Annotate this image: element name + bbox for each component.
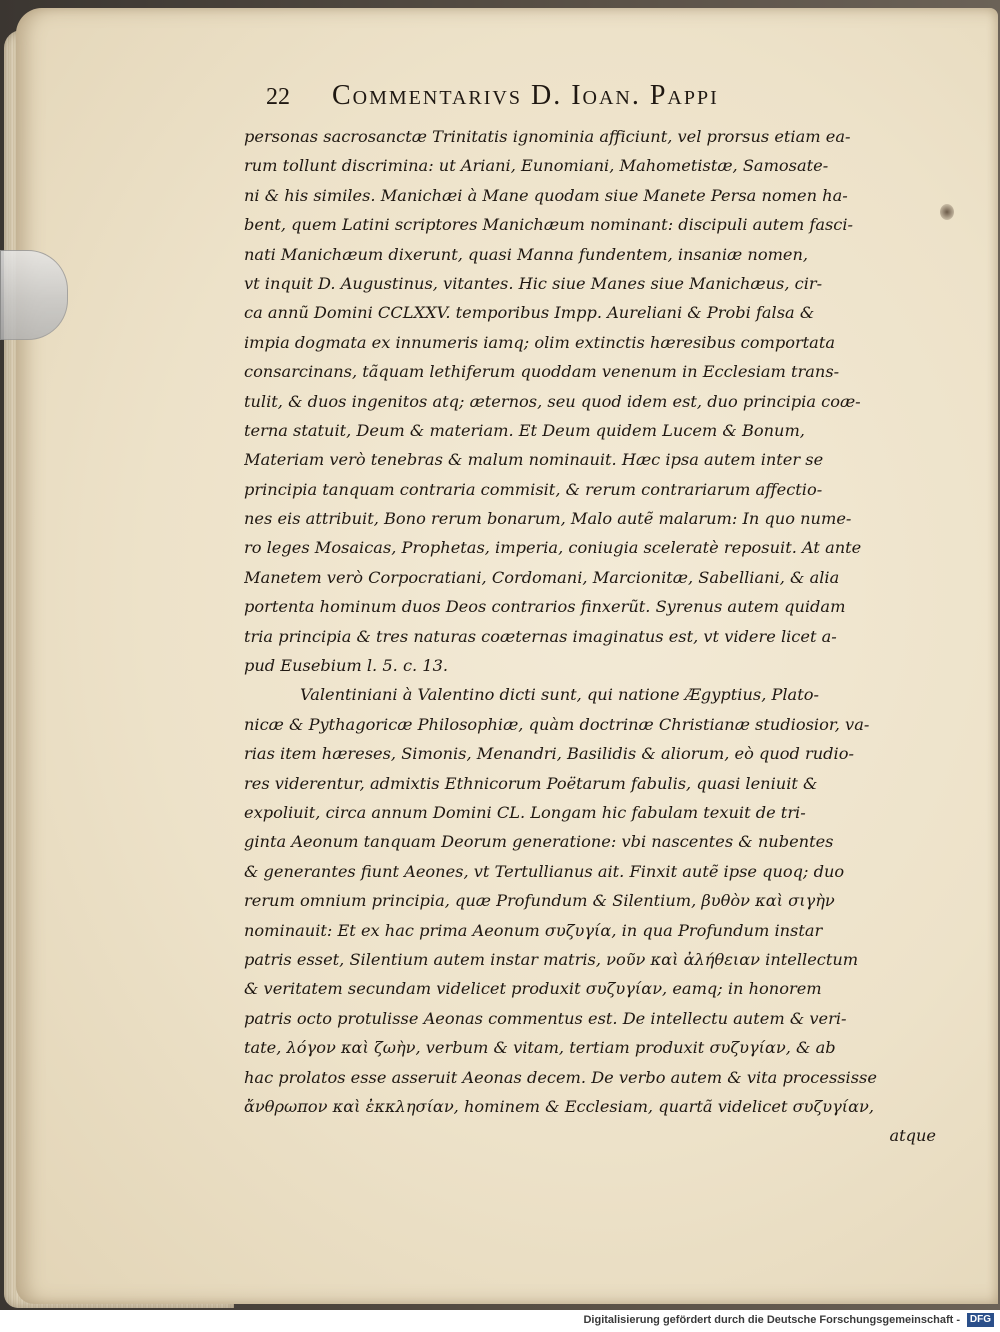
dfg-logo: DFG (967, 1313, 994, 1327)
page-clip (0, 250, 68, 340)
text-line: nominauit: Et ex hac prima Aeonum συζυγία, in qua Profundum instar (244, 920, 823, 940)
text-line: tulit, & duos ingenitos atq; æternos, seu quod idem est, duo principia coæ- (244, 391, 861, 411)
text-line: ἄνθρωπον καὶ ἐκκλησίαν, hominem & Ecclesiam, quartã videlicet συζυγίαν, (244, 1096, 875, 1116)
text-line: nicæ & Pythagoricæ Philosophiæ, quàm doctrinæ Christianæ studiosior, va- (244, 714, 870, 734)
text-line: tate, λόγον καὶ ζωὴν, verbum & vitam, tertiam produxit συζυγίαν, & ab (244, 1038, 836, 1058)
text-line: vt inquit D. Augustinus, vitantes. Hic siue Manes siue Manichæus, cir- (244, 273, 823, 293)
text-line: terna statuit, Deum & materiam. Et Deum quidem Lucem & Bonum, (244, 420, 805, 440)
text-line: pud Eusebium l. 5. c. 13. (244, 656, 449, 676)
running-head (244, 80, 944, 116)
text-line: principia tanquam contraria commisit, & rerum contrariarum affectio- (244, 479, 823, 499)
text-line: patris octo protulisse Aeonas commentus est. De intellectu autem & veri- (244, 1008, 847, 1028)
text-line: rias item hæreses, Simonis, Menandri, Basilidis & aliorum, eò quod rudio- (244, 744, 854, 764)
text-line: Manetem verò Corpocratiani, Cordomani, Marcionitæ, Sabelliani, & alia (244, 567, 840, 587)
text-line: personas sacrosanctæ Trinitatis ignominia afficiunt, vel prorsus etiam ea- (244, 127, 851, 146)
text-line: consarcinans, tãquam lethiferum quoddam venenum in Ecclesiam trans- (244, 362, 840, 382)
text-line: & veritatem secundam videlicet produxit συζυγίαν, eamq; in honorem (244, 979, 822, 999)
funding-credit: Digitalisierung gefördert durch die Deutsche Forschungsgemeinschaft - (583, 1314, 960, 1326)
text-line: hac prolatos esse asseruit Aeonas decem. De verbo autem & vita processisse (244, 1067, 877, 1087)
text-line: bent, quem Latini scriptores Manichæum nominant: discipuli autem fasci- (244, 215, 853, 235)
text-line: ni & his similes. Manichæi à Mane quodam siue Manete Persa nomen ha- (244, 185, 848, 205)
text-line: ginta Aeonum tanquam Deorum generatione: vbi nascentes & nubentes (244, 832, 834, 852)
running-title: Commentarivs D. Ioan. Pappi (332, 80, 719, 111)
text-line: tria principia & tres naturas coæternas imaginatus est, vt videre licet a- (244, 626, 837, 646)
text-line: res viderentur, admixtis Ethnicorum Poëtarum fabulis, quasi leniuit & (244, 773, 818, 793)
text-line: & generantes fiunt Aeones, vt Tertullianus ait. Finxit autẽ ipse quoq; duo (244, 861, 845, 881)
text-line: ca annũ Domini CCLXXV. temporibus Impp. Aureliani & Probi falsa & (244, 303, 815, 323)
text-line: rerum omnium principia, quæ Profundum & Silentium, βυθὸν καὶ σιγὴν (244, 891, 835, 911)
text-line: ro leges Mosaicas, Prophetas, imperia, coniugia sceleratè reposuit. At ante (244, 538, 862, 558)
text-line: rum tollunt discrimina: ut Ariani, Eunomiani, Mahometistæ, Samosate- (244, 156, 829, 176)
catchword: atque (889, 1126, 936, 1146)
text-line: Materiam verò tenebras & malum nominauit. Hæc ipsa autem inter se (244, 450, 824, 470)
paragraph-start-line: Valentiniani à Valentino dicti sunt, qui natione Ægyptius, Plato- (300, 685, 819, 705)
text-line: nes eis attribuit, Bono rerum bonarum, Malo autẽ malarum: In quo nume- (244, 509, 852, 529)
text-line: patris esset, Silentium autem instar matris, νοῦν καὶ ἀλήθειαν intellectum (244, 949, 859, 969)
text-line: impia dogmata ex innumeris iamq; olim extinctis hæresibus comportata (244, 332, 835, 352)
text-line: portenta hominum duos Deos contrarios finxerũt. Syrenus autem quidam (244, 597, 846, 617)
text-line: nati Manichæum dixerunt, quasi Manna fundentem, insaniæ nomen, (244, 244, 809, 264)
page-number: 22 (266, 84, 290, 110)
page-text-block (244, 80, 944, 1151)
text-line: expoliuit, circa annum Domini CL. Longam hic fabulam texuit de tri- (244, 802, 806, 822)
